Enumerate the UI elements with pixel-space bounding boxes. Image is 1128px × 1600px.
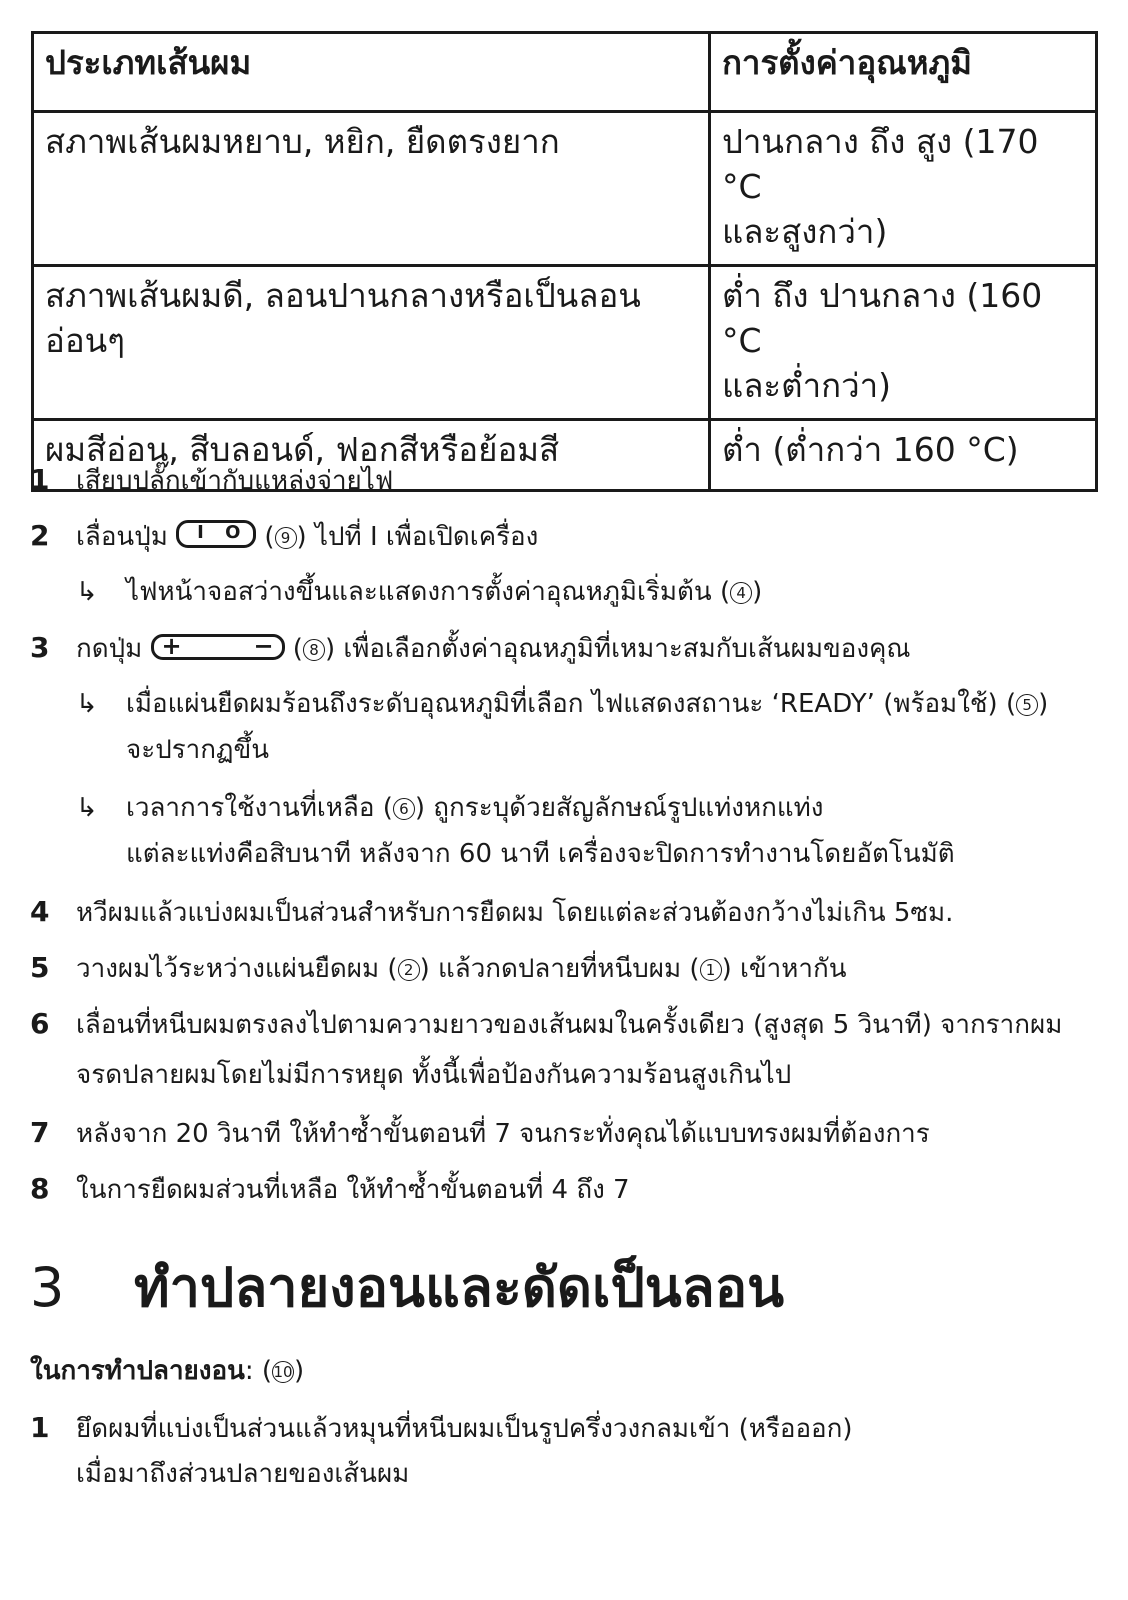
step-continued-text: เมื่อมาถึงส่วนปลายของเส้นผม bbox=[76, 1459, 410, 1489]
curl-step-1 bbox=[30, 1405, 853, 1452]
step-2-result: ↳ ไฟหน้าจอสว่างขึ้นและแสดงการตั้งค่าอุณหภูมิเริ่มต้น ( 4 ) bbox=[76, 569, 762, 615]
header-temperature-setting: การตั้งค่าอุณหภูมิ bbox=[709, 33, 1096, 112]
step-number: 1 bbox=[30, 1411, 50, 1444]
step-number: 4 bbox=[30, 895, 50, 928]
result-continued-text: แต่ละแท่งคือสิบนาที หลังจาก 60 นาที เครื่องจะปิดการทำงานโดยอัตโนมัติ bbox=[126, 839, 955, 869]
step-2: 2 เลื่อนปุ่ม I O ( 9 ) ไปที่ I เพื่อเปิดเครื่อง bbox=[30, 513, 538, 560]
step-text: ในการยืดผมส่วนที่เหลือ ให้ทำซ้ำขั้นตอนที่ 4 ถึง 7 bbox=[76, 1175, 630, 1205]
hair-type-cell: สภาพเส้นผมหยาบ, หยิก, ยืดตรงยาก bbox=[33, 112, 710, 266]
step-number: 7 bbox=[30, 1116, 50, 1149]
step-text: เลื่อนปุ่ม bbox=[76, 522, 168, 552]
step-7 bbox=[30, 1110, 930, 1157]
ref-number-icon: 9 bbox=[275, 527, 297, 549]
step-number: 2 bbox=[30, 519, 50, 552]
subheading-text: ในการทำปลายงอน bbox=[30, 1356, 245, 1386]
step-text: กดปุ่ม bbox=[76, 634, 143, 664]
result-arrow-icon: ↳ bbox=[76, 577, 98, 607]
temperature-cell: ต่ำ (ต่ำกว่า 160 °C) bbox=[709, 420, 1096, 491]
result-arrow-icon: ↳ bbox=[76, 793, 98, 823]
step-6 bbox=[30, 1001, 1062, 1048]
power-switch-icon: I O bbox=[176, 520, 256, 548]
temperature-buttons-icon: + − bbox=[151, 634, 285, 660]
hair-type-cell: สภาพเส้นผมดี, ลอนปานกลางหรือเป็นลอนอ่อนๆ bbox=[33, 266, 710, 420]
step-continued-text: จรดปลายผมโดยไม่มีการหยุด ทั้งนี้เพื่อป้องกันความร้อนสูงเกินไป bbox=[76, 1060, 792, 1090]
step-text: วางผมไว้ระหว่างแผ่นยืดผม bbox=[76, 954, 380, 984]
ref-number-icon: 8 bbox=[303, 639, 325, 661]
result-arrow-icon: ↳ bbox=[76, 689, 98, 719]
temperature-cell: ปานกลาง ถึง สูง (170 °C และสูงกว่า) bbox=[709, 112, 1096, 266]
hair-type-cell: ผมสีอ่อน, สีบลอนด์, ฟอกสีหรือย้อมสี bbox=[33, 420, 710, 491]
ref-number-icon: 5 bbox=[1016, 694, 1038, 716]
step-3: 3 กดปุ่ม + − ( 8 ) เพื่อเลือกตั้งค่าอุณหภูมิที่เหมาะสมกับเส้นผมของคุณ bbox=[30, 625, 911, 672]
header-hair-type: ประเภทเส้นผม bbox=[33, 33, 710, 112]
ref-number-icon: 6 bbox=[393, 798, 415, 820]
ref-number-icon: 2 bbox=[398, 959, 420, 981]
table-row bbox=[33, 112, 1097, 266]
step-number: 6 bbox=[30, 1007, 50, 1040]
step-text: เลื่อนที่หนีบผมตรงลงไปตามความยาวของเส้นผมในครั้งเดียว (สูงสุด 5 วินาที) จากรากผม bbox=[76, 1010, 1063, 1040]
section-number: 3 bbox=[30, 1256, 65, 1319]
section-title: ทำปลายงอนและดัดเป็นลอน bbox=[134, 1256, 785, 1319]
ref-number-icon: 4 bbox=[730, 582, 752, 604]
step-text: ยึดผมที่แบ่งเป็นส่วนแล้วหมุนที่หนีบผมเป็นรูปครึ่งวงกลมเข้า (หรือออก) bbox=[76, 1414, 853, 1444]
temperature-cell: ต่ำ ถึง ปานกลาง (160 °C และต่ำกว่า) bbox=[709, 266, 1096, 420]
step-8 bbox=[30, 1166, 630, 1213]
step-number: 5 bbox=[30, 951, 50, 984]
step-number: 1 bbox=[30, 463, 50, 496]
table-row bbox=[33, 266, 1097, 420]
step-text: ไปที่ I เพื่อเปิดเครื่อง bbox=[314, 522, 539, 552]
step-text: หลังจาก 20 วินาที ให้ทำซ้ำขั้นตอนที่ 7 จนกระทั่งคุณได้แบบทรงผมที่ต้องการ bbox=[76, 1119, 930, 1149]
step-5: 5 วางผมไว้ระหว่างแผ่นยืดผม ( 2 ) แล้วกดปลายที่หนีบผม ( 1 ) เข้าหากัน bbox=[30, 945, 847, 992]
step-3-result-1: ↳ เมื่อแผ่นยืดผมร้อนถึงระดับอุณหภูมิที่เลือก ไฟแสดงสถานะ ‘READY’ (พร้อมใช้) ( 5 ) bbox=[76, 681, 1048, 727]
step-3-result-2: ↳ เวลาการใช้งานที่เหลือ ( 6 ) ถูกระบุด้วยสัญลักษณ์รูปแท่งหกแท่ง bbox=[76, 785, 823, 831]
result-continued-text: จะปรากฏขึ้น bbox=[126, 735, 270, 765]
step-number: 8 bbox=[30, 1172, 50, 1205]
table-header-row bbox=[33, 33, 1097, 112]
result-text: ไฟหน้าจอสว่างขึ้นและแสดงการตั้งค่าอุณหภูมิเริ่มต้น bbox=[126, 577, 712, 607]
step-number: 3 bbox=[30, 631, 50, 664]
step-4 bbox=[30, 889, 953, 936]
subheading: ในการทำปลายงอน: (10) bbox=[30, 1356, 305, 1386]
step-text: หวีผมแล้วแบ่งผมเป็นส่วนสำหรับการยืดผม โดยแต่ละส่วนต้องกว้างไม่เกิน 5ซม. bbox=[76, 898, 954, 928]
step-text: เข้าหากัน bbox=[739, 954, 847, 984]
section-heading bbox=[30, 1253, 784, 1323]
ref-number-icon: 1 bbox=[700, 959, 722, 981]
step-text: แล้วกดปลายที่หนีบผม bbox=[438, 954, 682, 984]
temperature-settings-table bbox=[31, 31, 1098, 492]
result-text: เมื่อแผ่นยืดผมร้อนถึงระดับอุณหภูมิที่เลือก ไฟแสดงสถานะ ‘READY’ (พร้อมใช้) bbox=[126, 689, 998, 719]
step-text: เสียบปลั๊กเข้ากับแหล่งจ่ายไฟ bbox=[76, 466, 394, 496]
result-text: ถูกระบุด้วยสัญลักษณ์รูปแท่งหกแท่ง bbox=[433, 793, 824, 823]
step-text: เพื่อเลือกตั้งค่าอุณหภูมิที่เหมาะสมกับเส้นผมของคุณ bbox=[343, 634, 911, 664]
step-1 bbox=[30, 457, 393, 504]
ref-number-icon: 10 bbox=[273, 1363, 293, 1381]
result-text: เวลาการใช้งานที่เหลือ bbox=[126, 793, 375, 823]
